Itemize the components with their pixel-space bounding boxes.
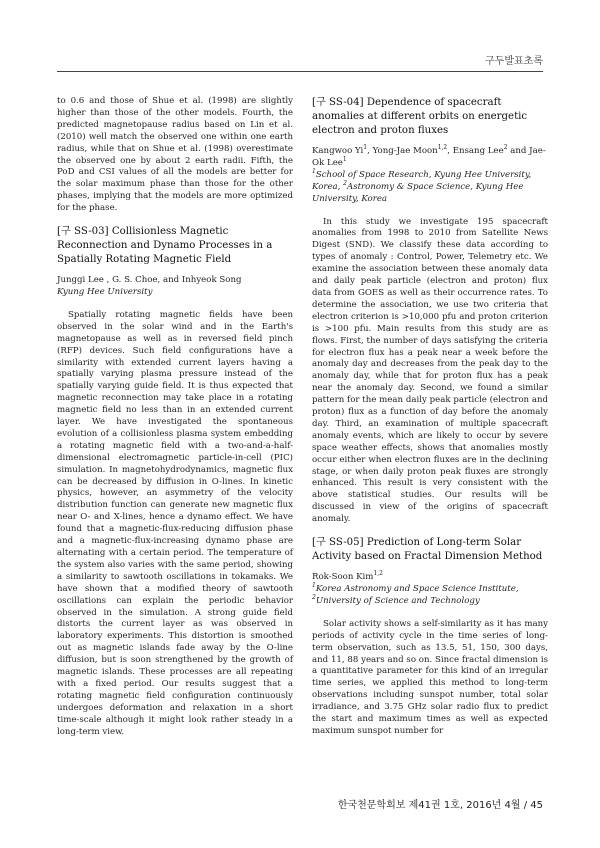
ss04-title: [구 SS-04] Dependence of spacecraft anomalies at different orbits on energetic electron and proton fluxes bbox=[312, 97, 528, 136]
author-name: Jae-Ok Lee bbox=[312, 146, 546, 168]
header-divider bbox=[57, 71, 543, 72]
ss04-abstract: In this study we investigate 195 spacecraft anomalies from 1998 to 2010 from Satellite News Digest (SND). We classify these data according to types of anomaly : Control, Power, Telemetry etc. We examine the association between these anomaly data and daily peak particle (electron and proton) flux data from GOES as well as their occurrence rates. To determine the association, we use two criteria that electron criterion is >10,000 pfu and proton criterion is >100 pfu. Main results from this study are as flows. First, the number of days satisfying the criteria for electron flux has a peak near a week before the anomaly day and decreases from the peak day to the anomaly day, while that for proton flux has a peak near the anomaly day. Second, we found a similar pattern for the mean daily peak particle (electron and proton) flux as a function of day before the anomaly day. Third, an examination of multiple spacecraft anomaly events, which are likely to occur by severe space weather effects, shows that anomalies mostly occur either when electron fluxes are in the declining stage, or when daily proton peak fluxes are strongly enhanced. This result is very consistent with the above statistical studies. Our results will be discussed in view of the origins of spacecraft anomaly. bbox=[312, 216, 548, 525]
author-name: Yong-Jae Moon bbox=[372, 146, 438, 156]
ss05-abstract: Solar activity shows a self-similarity as it has many periods of activity cycle in the time series of long-term observation, such as 13.5, 51, 150, 300 days, and 11, 88 years and so on. Since fractal dimension is a quantitative parameter for this kind of an irregular time series, we applied this method to long-term observations including sunspot number, total solar irradiance, and 3.75 GHz solar radio flux to predict the start and maximum times as well as expected maximum sunspot number for bbox=[312, 618, 548, 736]
author-name: Kangwoo Yi bbox=[312, 146, 364, 156]
ss03-title: [구 SS-03] Collisionless Magnetic Reconnection and Dynamo Processes in a Spatially Rotating Magnetic Field bbox=[57, 226, 273, 266]
ss05-author: Rok-Soon Kim$^{1,2}$ bbox=[312, 570, 383, 583]
page-footer: 한국천문학회보 제41권 1호, 2016년 4월 / 45 bbox=[337, 800, 543, 811]
ss04-authors: Kangwoo Yi$^1$, Yong-Jae Moon$^{1,2}$, Ensang Lee$^2$ and Jae-Ok Lee$^1$ bbox=[312, 144, 546, 168]
ss03-affiliation: Kyung Hee University bbox=[57, 286, 153, 297]
author-name: Rok-Soon Kim bbox=[312, 572, 374, 583]
running-header: 구두발표초록 bbox=[485, 56, 543, 67]
ss05-title: [구 SS-05] Prediction of Long-term Solar Activity based on Fractal Dimension Method bbox=[312, 537, 543, 563]
right-column bbox=[312, 96, 548, 738]
ss05-affiliations: $^1$Korea Astronomy and Space Science Institute, $^2$University of Science and Technology bbox=[312, 582, 519, 606]
continued-abstract-text: to 0.6 and those of Shue et al. (1998) are slightly higher than those of the other models. Fourth, the predicted magnetopause radius based on Lin et al.(2010) well match the observed one within one earth radius, while that on Shue et al. (1998) overestimate the observed one by about 2 earth radii. Fifth, the PoD and CSI values of all the models are better for the solar maximum phase than those for the other phases, implying that the models are more optimized for the phase. bbox=[57, 96, 293, 214]
ss04-affiliations: $^1$School of Space Research, Kyung Hee University, Korea, $^2$Astronomy & Space Science, Kyung Hee University, Korea bbox=[312, 167, 532, 204]
left-column bbox=[57, 96, 293, 739]
ss03-authors: Junggi Lee , G. S. Choe, and Inhyeok Song bbox=[57, 275, 242, 286]
ss03-abstract: Spatially rotating magnetic fields have been observed in the solar wind and in the Earth's magnetopause as well as in reversed field pinch (RFP) devices. Such field configurations have a similarity with extended current layers having a spatially varying plasma pressure instead of the spatially varying guide field. It is thus expected that magnetic reconnection may take place in a rotating magnetic field no less than in an extended current layer. We have investigated the spontaneous evolution of a collisionless plasma system embedding a rotating magnetic field with a two-and-a-half-dimensional electromagnetic particle-in-cell (PIC) simulation. In magnetohydrodynamics, magnetic flux can be decreased by diffusion in O-lines. In kinetic physics, however, an asymmetry of the velocity distribution function can generate new magnetic flux near O- and X-lines, hence a dynamo effect. We have found that a magnetic-flux-reducing diffusion phase and a magnetic-flux-increasing dynamo phase are alternating with a certain period. The temperature of the system also varies with the same period, showing a similarity to sawtooth oscillations in tokamaks. We have shown that a modified theory of sawtooth oscillations can explain the periodic behavior observed in the simulation. A strong guide field distorts the current layer as was observed in laboratory experiments. This distortion is smoothed out as magnetic islands fade away by the O-line diffusion, but is soon strengthened by the growth of magnetic islands. These processes are all repeating with a fixed period. Our results suggest that a rotating magnetic field configuration continuously undergoes deformation and relaxation in a short time-scale although it might look rather steady in a long-term view. bbox=[57, 309, 293, 737]
author-name: Ensang Lee bbox=[452, 146, 504, 156]
